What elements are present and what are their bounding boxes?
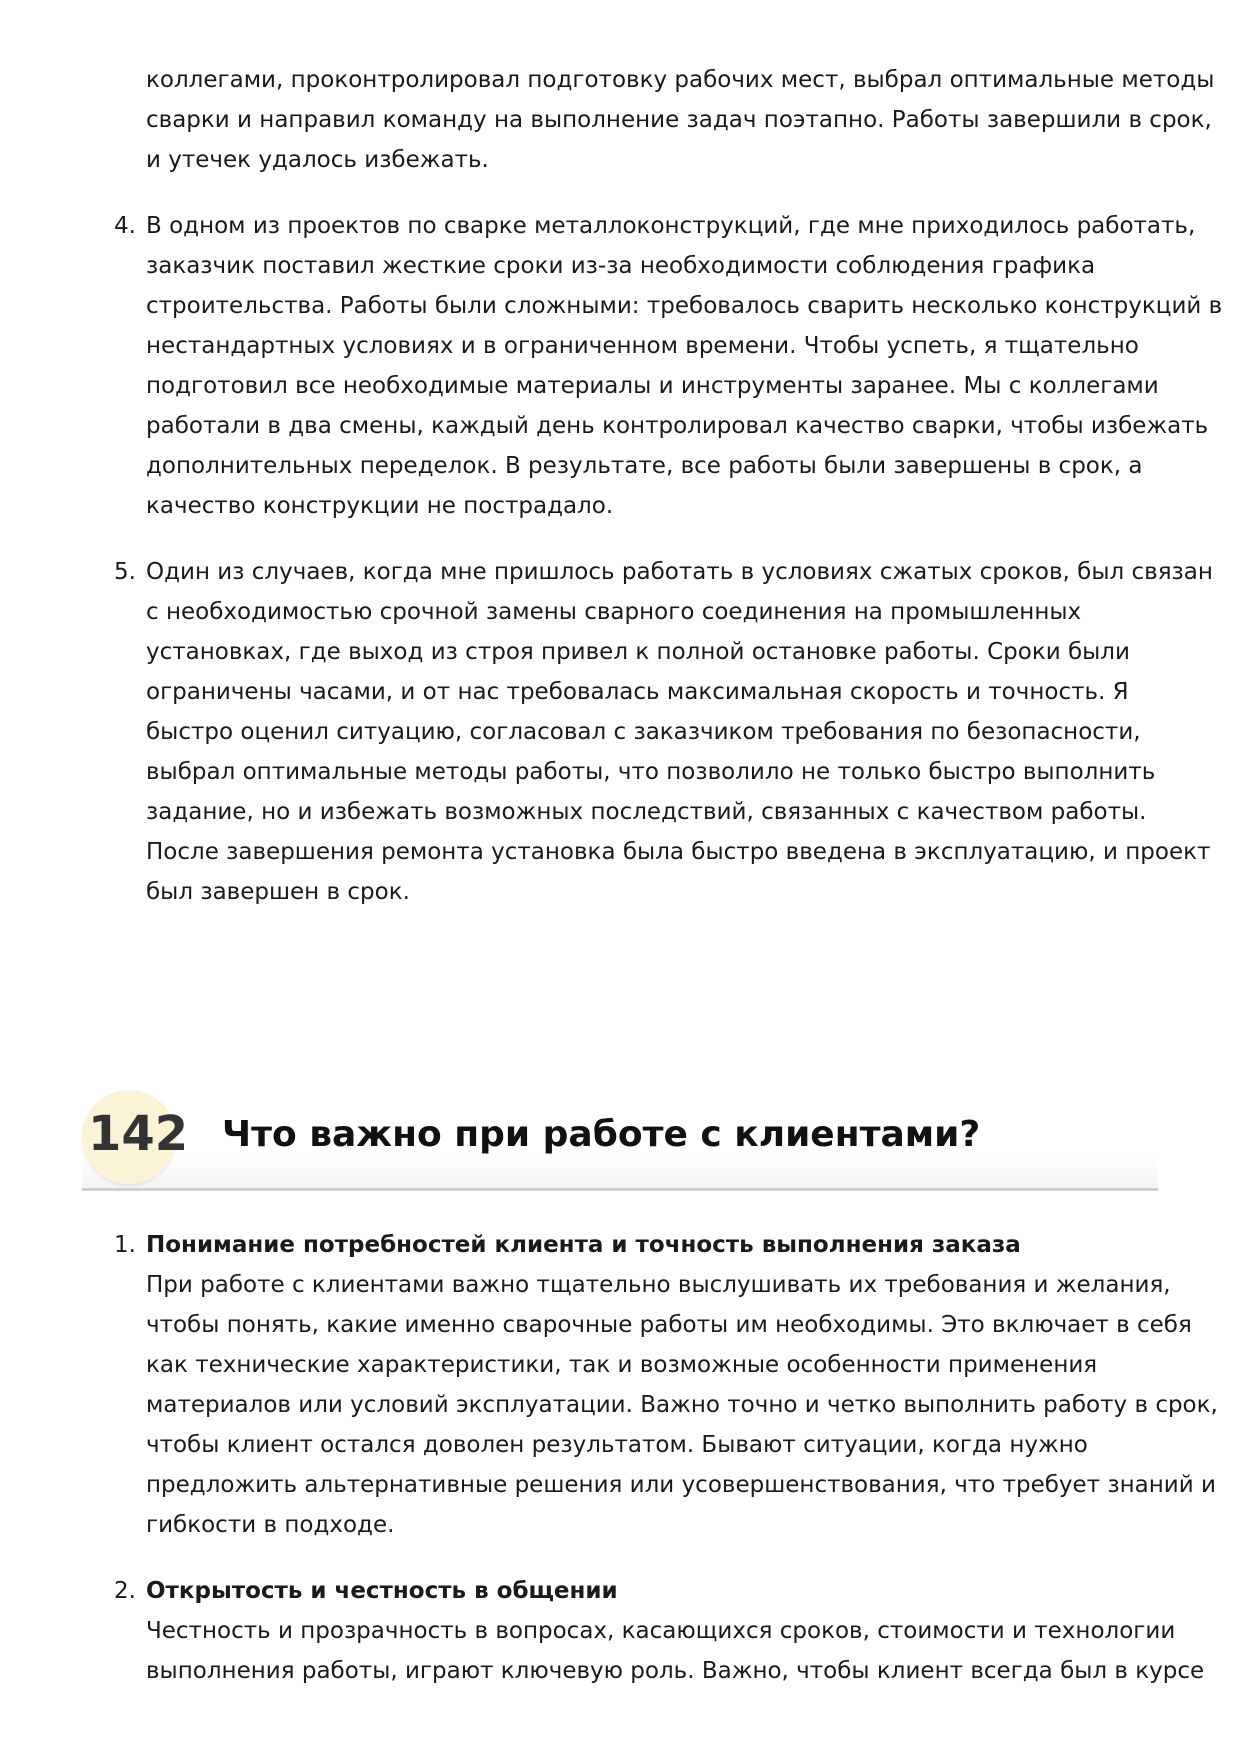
list-number-4: 4. (114, 213, 136, 239)
text-line: дополнительных переделок. В результате, все работы были завершены в срок, а (146, 453, 1143, 479)
text-line: и утечек удалось избежать. (146, 147, 489, 173)
question-header (82, 1080, 1158, 1192)
text-line: быстро оценил ситуацию, согласовал с заказчиком требования по безопасности, (146, 719, 1141, 745)
text-line: чтобы понять, какие именно сварочные работы им необходимы. Это включает в себя (146, 1312, 1192, 1338)
text-line: как технические характеристики, так и возможные особенности применения (146, 1352, 1098, 1378)
answer-item-title: Открытость и честность в общении (146, 1578, 618, 1604)
text-line: установках, где выход из строя привел к полной остановке работы. Сроки были (146, 639, 1130, 665)
text-line: качество конструкции не пострадало. (146, 493, 614, 519)
text-line: работали в два смены, каждый день контролировал качество сварки, чтобы избежать (146, 413, 1209, 439)
text-line: В одном из проектов по сварке металлоконструкций, где мне приходилось работать, (146, 213, 1196, 239)
text-line: нестандартных условиях и в ограниченном времени. Чтобы успеть, я тщательно (146, 333, 1139, 359)
text-line: При работе с клиентами важно тщательно выслушивать их требования и желания, (146, 1272, 1171, 1298)
text-line: строительства. Работы были сложными: требовалось сварить несколько конструкций в (146, 293, 1223, 319)
text-line: выполнения работы, играют ключевую роль. Важно, чтобы клиент всегда был в курсе (146, 1658, 1205, 1684)
text-line: коллегами, проконтролировал подготовку рабочих мест, выбрал оптимальные методы (146, 67, 1215, 93)
list-number-2: 2. (114, 1578, 136, 1604)
answer-item-1 (146, 1225, 1218, 1545)
list-item-5 (146, 552, 1213, 912)
list-number-1: 1. (114, 1232, 136, 1258)
item-3-continuation (146, 60, 1215, 180)
text-line: заказчик поставил жесткие сроки из-за необходимости соблюдения графика (146, 253, 1096, 279)
text-line: сварки и направил команду на выполнение задач поэтапно. Работы завершили в срок, (146, 107, 1212, 133)
text-line: ограничены часами, и от нас требовалась максимальная скорость и точность. Я (146, 679, 1129, 705)
text-line: предложить альтернативные решения или усовершенствования, что требует знаний и (146, 1472, 1216, 1498)
text-line: задание, но и избежать возможных последствий, связанных с качеством работы. (146, 799, 1147, 825)
text-line: Честность и прозрачность в вопросах, касающихся сроков, стоимости и технологии (146, 1618, 1176, 1644)
text-line: подготовил все необходимые материалы и инструменты заранее. Мы с коллегами (146, 373, 1159, 399)
text-line: Один из случаев, когда мне пришлось работать в условиях сжатых сроков, был связан (146, 559, 1213, 585)
answer-item-2 (146, 1571, 1205, 1691)
list-number-5: 5. (114, 559, 136, 585)
text-line: с необходимостью срочной замены сварного соединения на промышленных (146, 599, 1082, 625)
list-item-4 (146, 206, 1223, 526)
question-title: Что важно при работе с клиентами? (222, 1114, 981, 1155)
text-line: чтобы клиент остался доволен результатом. Бывают ситуации, когда нужно (146, 1432, 1088, 1458)
text-line: был завершен в срок. (146, 879, 410, 905)
answer-item-title: Понимание потребностей клиента и точность выполнения заказа (146, 1232, 1021, 1258)
text-line: гибкости в подходе. (146, 1512, 395, 1538)
question-number: 142 (88, 1106, 189, 1162)
header-divider (82, 1188, 1158, 1191)
text-line: После завершения ремонта установка была быстро введена в эксплуатацию, и проект (146, 839, 1211, 865)
text-line: материалов или условий эксплуатации. Важно точно и четко выполнить работу в срок, (146, 1392, 1218, 1418)
text-line: выбрал оптимальные методы работы, что позволило не только быстро выполнить (146, 759, 1156, 785)
